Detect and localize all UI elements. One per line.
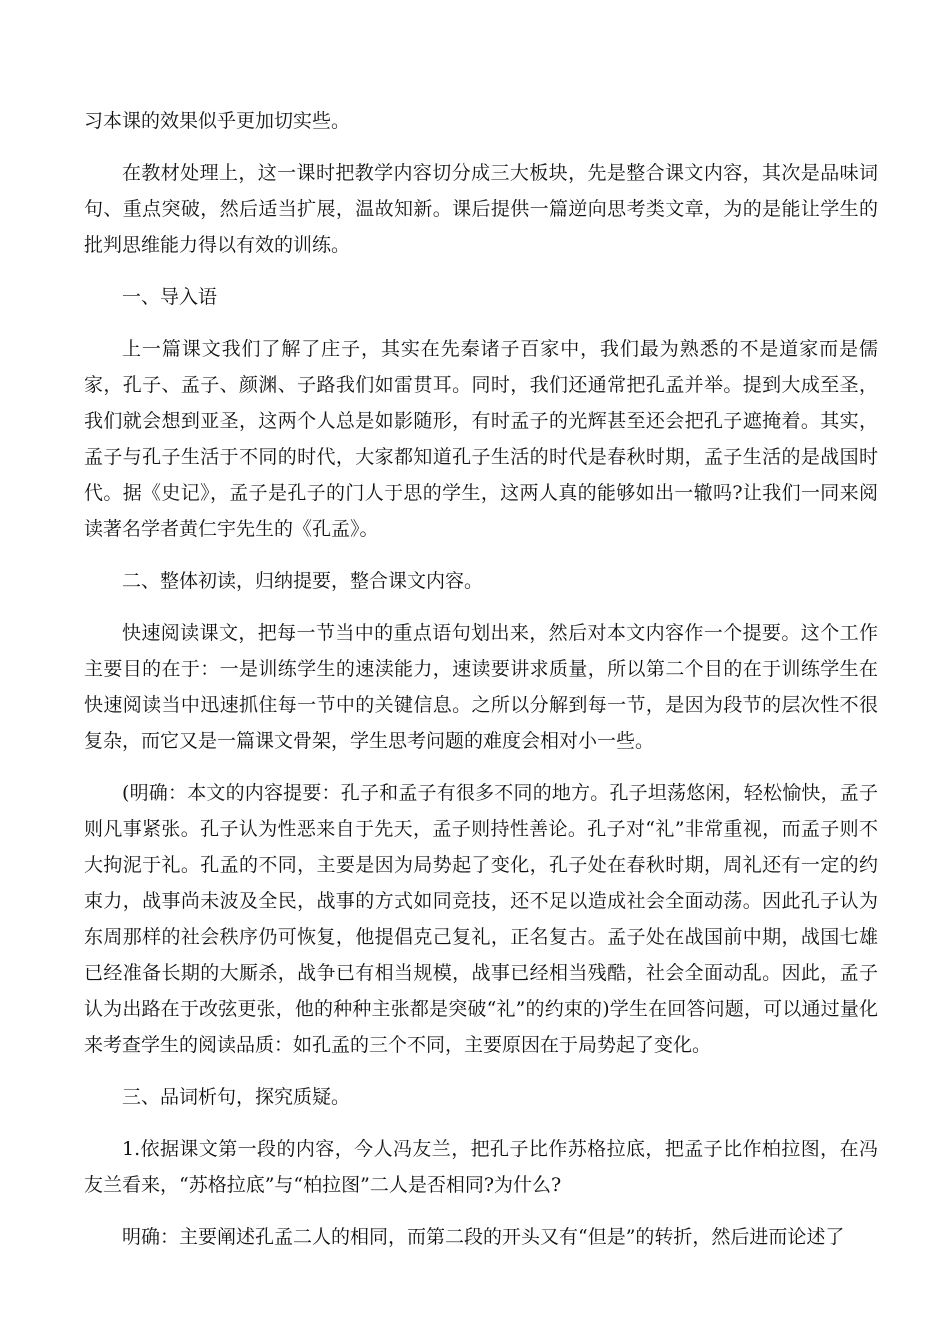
paragraph: 快速阅读课文，把每一节当中的重点语句划出来，然后对本文内容作一个提要。这个工作主要目的在于：一是训练学生的速渎能力，速读要讲求质量，所以第二个目的在于训练学生在快速阅读当中迅速抓住每一节中的关键信息。之所以分解到每一节，是因为段节的层次性不很复杂，而它又是一篇课文骨架，学生思考问题的难度会相对小一些。 [84,622,878,752]
paragraph: 在教材处理上，这一课时把教学内容切分成三大板块，先是整合课文内容，其次是品味词句、重点突破，然后适当扩展，温故知新。课后提供一篇逆向思考类文章，为的是能让学生的批判思维能力得以有效的训练。 [84,162,878,256]
document-body [84,103,878,1271]
paragraph: 1.依据课文第一段的内容，今人冯友兰，把孔子比作苏格拉底，把孟子比作柏拉图，在冯友兰看来，“苏格拉底”与“柏拉图”二人是否相同?为什么? [84,1138,878,1196]
paragraph: 明确：主要阐述孔孟二人的相同，而第二段的开头又有“但是”的转折，然后进而论述了 [122,1226,845,1248]
paragraph: (明确：本文的内容提要：孔子和孟子有很多不同的地方。孔子坦荡悠闲，轻松愉快，孟子则凡事紧张。孔子认为性恶来自于先天，孟子则持性善论。孔子对“礼”非常重视，而孟子则不大拘泥于礼。孔孟的不同，主要是因为局势起了变化，孔子处在春秋时期，周礼还有一定的约束力，战事尚未波及全民，战事的方式如同竞技，还不足以造成社会全面动荡。因此孔子认为东周那样的社会秩序仍可恢复，他提倡克己复礼，正名复古。孟子处在战国前中期，战国七雄已经准备长期的大厮杀，战争已有相当规模，战事已经相当残酷，社会全面动乱。因此，孟子认为出路在于改弦更张，他的种种主张都是突破“礼”的约束的)学生在回答问题，可以通过量化来考查学生的阅读品质：如孔孟的三个不同，主要原因在于局势起了变化。 [84,782,878,1056]
section-heading: 二、整体初读，归纳提要，整合课文内容。 [122,570,484,592]
section-heading: 一、导入语 [122,286,218,308]
section-heading: 三、品词析句，探究质疑。 [122,1086,351,1108]
paragraph: 上一篇课文我们了解了庄子，其实在先秦诸子百家中，我们最为熟悉的不是道家而是儒家，孔子、孟子、颜渊、子路我们如雷贯耳。同时，我们还通常把孔孟并举。提到大成至圣，我们就会想到亚圣，这两个人总是如影随形，有时孟子的光辉甚至还会把孔子遮掩着。其实，孟子与孔子生活于不同的时代，大家都知道孔子生活的时代是春秋时期，孟子生活的是战国时代。据《史记》，孟子是孔子的门人于思的学生，这两人真的能够如出一辙吗?让我们一同来阅读著名学者黄仁宇先生的《孔孟》。 [84,338,878,540]
paragraph: 习本课的效果似乎更加切实些。 [84,110,351,132]
